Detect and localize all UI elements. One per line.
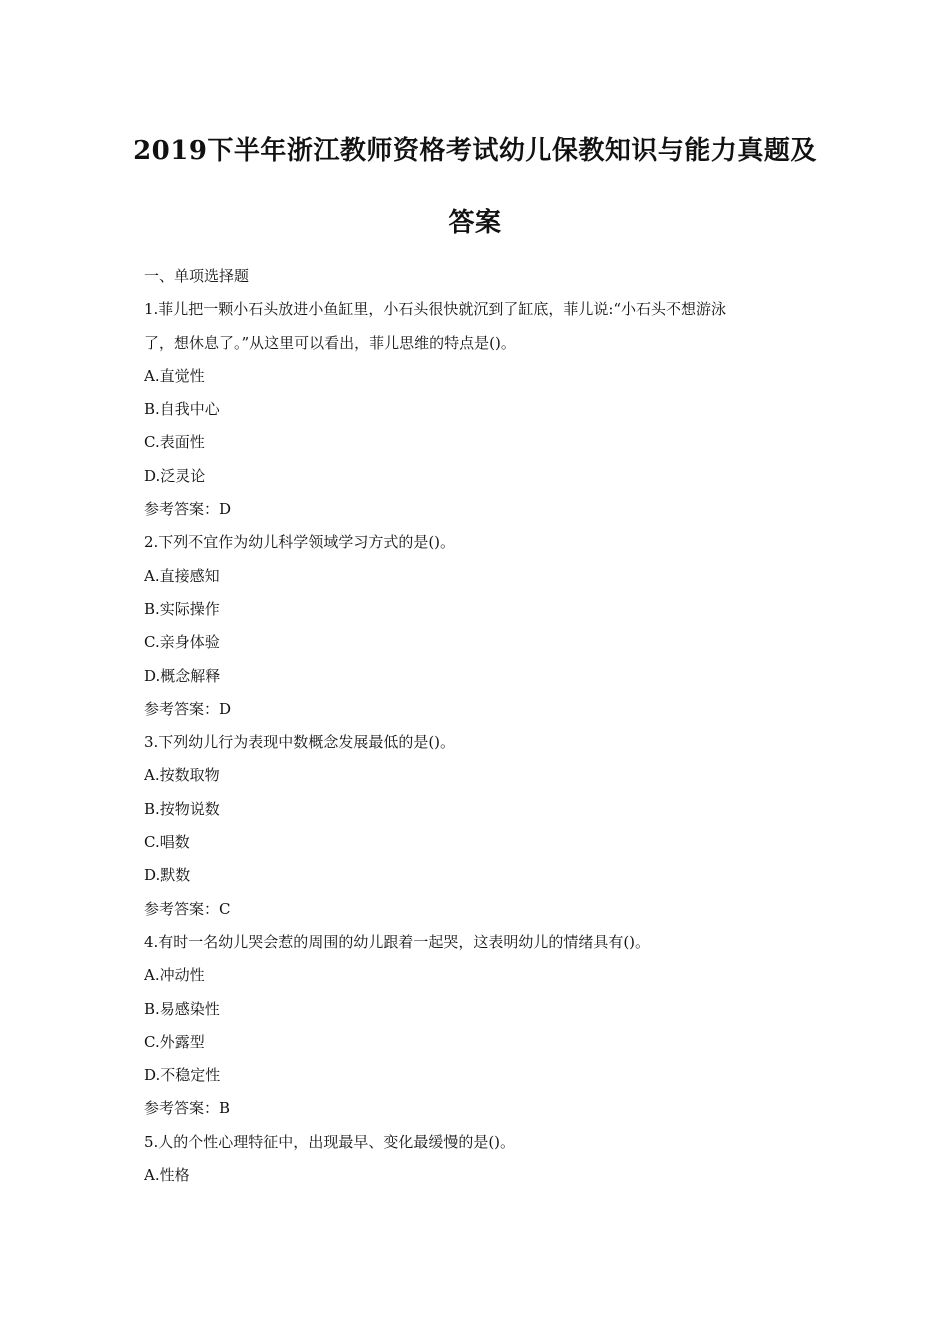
question-1-stem-part-2: 了，想休息了。”从这里可以看出，菲儿思维的特点是()。 [144,333,516,352]
document-title-line-1: 2019下半年浙江教师资格考试幼儿保教知识与能力真题及 [133,136,817,166]
question-1-answer: 参考答案：D [144,500,232,519]
question-1-stem-part-1: 1.菲儿把一颗小石头放进小鱼缸里，小石头很快就沉到了缸底，菲儿说:“小石头不想游泳 [144,300,727,319]
document-body [144,260,824,1192]
question-3-stem: 3.下列幼儿行为表现中数概念发展最低的是()。 [144,733,456,752]
question-4-stem: 4.有时一名幼儿哭会惹的周围的幼儿跟着一起哭，这表明幼儿的情绪具有()。 [144,932,651,951]
section-heading: 一、单项选择题 [144,267,250,285]
question-2-option-a: A.直接感知 [144,566,220,585]
question-5-option-a: A.性格 [144,1166,190,1185]
question-2-stem: 2.下列不宜作为幼儿科学领域学习方式的是()。 [144,533,456,552]
question-2-option-b: B.实际操作 [144,599,220,618]
document-title-line-2: 答案 [448,208,502,238]
question-1-option-c: C.表面性 [144,433,205,452]
question-2-answer: 参考答案：D [144,699,232,718]
question-3-option-d: D.默数 [144,866,191,885]
question-1-option-d: D.泛灵论 [144,466,206,485]
question-4-answer: 参考答案：B [144,1099,231,1118]
question-4-option-b: B.易感染性 [144,999,220,1018]
question-4-option-a: A.冲动性 [144,966,205,985]
question-3-option-a: A.按数取物 [144,766,220,785]
question-1-option-b: B.自我中心 [144,400,220,419]
question-3-option-b: B.按物说数 [144,799,220,818]
question-3-answer: 参考答案：C [144,899,231,918]
question-4-option-c: C.外露型 [144,1032,205,1051]
question-3-option-c: C.唱数 [144,833,190,852]
question-1-option-a: A.直觉性 [144,366,205,385]
question-5-stem: 5.人的个性心理特征中，出现最早、变化最缓慢的是()。 [144,1132,516,1151]
question-4-option-d: D.不稳定性 [144,1066,221,1085]
question-2-option-c: C.亲身体验 [144,633,220,652]
question-2-option-d: D.概念解释 [144,666,221,685]
